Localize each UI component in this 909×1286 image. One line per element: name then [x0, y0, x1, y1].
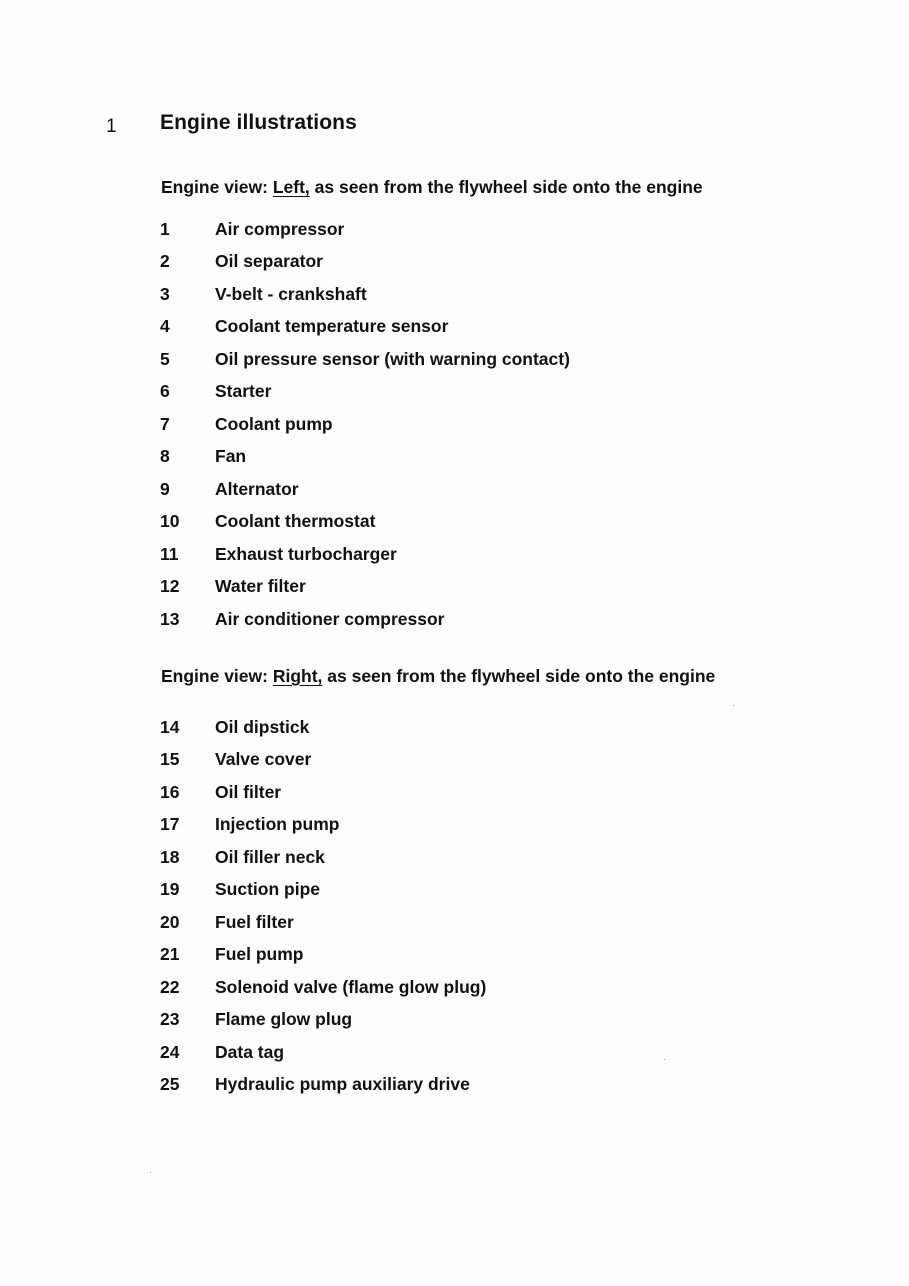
list-item [160, 278, 570, 311]
section-title: Engine illustrations [160, 111, 357, 134]
scan-speck [733, 705, 734, 706]
item-label: Suction pipe [215, 879, 320, 900]
list-item [160, 506, 570, 539]
list-item [160, 744, 486, 777]
list-item [160, 971, 486, 1004]
item-number: 24 [160, 1041, 180, 1062]
list-item [160, 376, 570, 409]
list-item [160, 343, 570, 376]
item-label: Coolant temperature sensor [215, 316, 449, 337]
item-label: Valve cover [215, 749, 312, 770]
item-number: 2 [160, 251, 170, 272]
item-label: Starter [215, 381, 272, 402]
list-item [160, 1036, 486, 1069]
item-number: 1 [160, 218, 170, 239]
item-number: 12 [160, 576, 180, 597]
item-number: 3 [160, 283, 170, 304]
item-number: 5 [160, 348, 170, 369]
item-label: Air compressor [215, 218, 345, 239]
list-item [160, 213, 570, 246]
left-view-suffix: as seen from the flywheel side onto the engine [309, 177, 703, 197]
item-number: 25 [160, 1074, 180, 1095]
list-item [160, 939, 486, 972]
left-view-prefix: Engine view: [161, 177, 273, 197]
item-number: 17 [160, 814, 180, 835]
item-label: Water filter [215, 576, 306, 597]
list-item [160, 311, 570, 344]
item-label: Data tag [215, 1041, 285, 1062]
list-item [160, 841, 486, 874]
item-label: V-belt - crankshaft [215, 283, 367, 304]
left-view-side: Left, [272, 177, 310, 197]
item-label: Fuel filter [215, 911, 294, 932]
list-item [160, 1069, 486, 1102]
item-number: 14 [160, 716, 180, 737]
list-item [160, 809, 486, 842]
item-number: 21 [160, 944, 180, 965]
item-label: Coolant pump [215, 413, 333, 434]
item-number: 15 [160, 749, 180, 770]
item-number: 8 [160, 446, 170, 467]
item-number: 19 [160, 879, 180, 900]
list-item [160, 408, 570, 441]
scan-speck [150, 1172, 151, 1173]
list-item [160, 246, 570, 279]
list-item [160, 441, 570, 474]
item-number: 11 [160, 543, 179, 564]
item-number: 6 [160, 381, 170, 402]
list-item [160, 473, 570, 506]
list-item [160, 603, 570, 636]
item-number: 10 [160, 511, 180, 532]
item-label: Fan [215, 446, 247, 467]
item-label: Oil separator [215, 251, 323, 272]
right-view-suffix: as seen from the flywheel side onto the engine [322, 666, 716, 686]
item-label: Oil filter [215, 781, 282, 802]
item-label: Fuel pump [215, 944, 304, 965]
item-label: Alternator [215, 478, 299, 499]
item-label: Solenoid valve (flame glow plug) [215, 976, 487, 997]
item-number: 16 [160, 781, 180, 802]
item-number: 23 [160, 1009, 180, 1030]
left-view-item-list [160, 213, 570, 636]
list-item [160, 874, 486, 907]
item-label: Injection pump [215, 814, 340, 835]
item-label: Oil filler neck [215, 846, 325, 867]
list-item [160, 1004, 486, 1037]
list-item [160, 538, 570, 571]
item-number: 9 [160, 478, 170, 499]
item-label: Exhaust turbocharger [215, 543, 397, 564]
list-item [160, 776, 486, 809]
list-item [160, 906, 486, 939]
item-number: 4 [160, 316, 170, 337]
right-view-item-list [160, 711, 486, 1101]
item-label: Coolant thermostat [215, 511, 376, 532]
list-item [160, 571, 570, 604]
item-label: Oil dipstick [215, 716, 310, 737]
left-view-heading [161, 177, 703, 198]
scan-speck [664, 1059, 665, 1060]
item-number: 20 [160, 911, 180, 932]
item-number: 18 [160, 846, 180, 867]
item-number: 7 [160, 413, 170, 434]
item-label: Hydraulic pump auxiliary drive [215, 1074, 470, 1095]
item-number: 13 [160, 608, 180, 629]
section-number: 1 [106, 116, 117, 137]
right-view-side: Right, [272, 666, 323, 686]
list-item [160, 711, 486, 744]
item-number: 22 [160, 976, 180, 997]
item-label: Flame glow plug [215, 1009, 353, 1030]
right-view-prefix: Engine view: [161, 666, 273, 686]
right-view-heading [161, 666, 715, 687]
item-label: Air conditioner compressor [215, 608, 445, 629]
item-label: Oil pressure sensor (with warning contact) [215, 348, 570, 369]
